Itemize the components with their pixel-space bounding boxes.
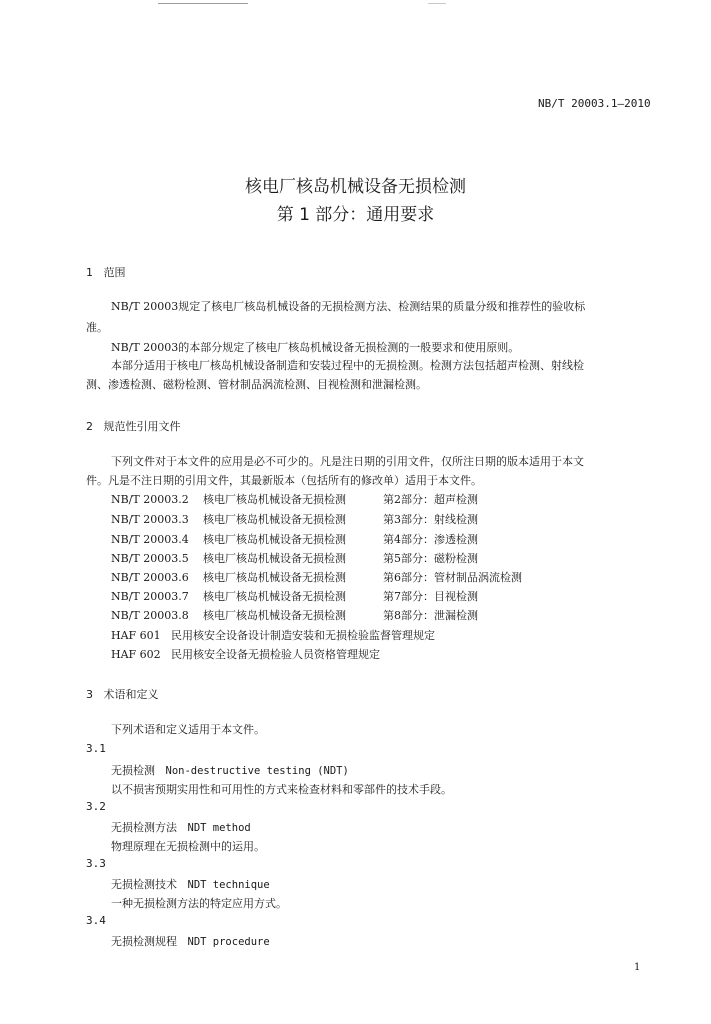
reference-part: 第6部分：管材制品涡流检测	[383, 571, 522, 584]
reference-code: NB/T 20003.5	[111, 552, 189, 565]
reference-code: NB/T 20003.6	[111, 571, 189, 584]
term-number: 3.4	[86, 914, 106, 927]
reference-code: NB/T 20003.4	[111, 533, 189, 546]
term-number: 3.1	[86, 742, 106, 755]
reference-code: NB/T 20003.7	[111, 590, 189, 603]
reference-item	[111, 531, 478, 547]
term-english: Non-destructive testing (NDT)	[165, 765, 349, 777]
paragraph-line: 本部分适用于核电厂核岛机械设备制造和安装过程中的无损检测。检测方法包括超声检测、射线检	[111, 359, 584, 372]
section-title: 术语和定义	[103, 688, 159, 701]
section-number: 2	[86, 420, 93, 433]
reference-name: 核电厂核岛机械设备无损检测	[203, 609, 346, 622]
term-number: 3.2	[86, 800, 106, 813]
reference-name: 民用核安全设备无损检验人员资格管理规定	[171, 648, 380, 661]
reference-code: NB/T 20003.8	[111, 609, 189, 622]
standard-code: NB/T 20003.1—2010	[538, 97, 651, 110]
reference-item	[111, 607, 478, 623]
reference-code: NB/T 20003.2	[111, 493, 189, 506]
term-definition: 一种无损检测方法的特定应用方式。	[111, 897, 287, 910]
document-subtitle: 第 1 部分：通用要求	[276, 205, 435, 225]
term-entry	[111, 933, 270, 949]
paragraph-line: 下列术语和定义适用于本文件。	[111, 723, 265, 736]
reference-code: HAF 601	[111, 629, 161, 642]
term-chinese: 无损检测方法	[111, 821, 177, 834]
term-english: NDT procedure	[187, 936, 270, 948]
term-chinese: 无损检测技术	[111, 878, 177, 891]
reference-part: 第4部分：渗透检测	[383, 533, 478, 546]
scan-artifact-line	[428, 3, 446, 4]
section-number: 1	[86, 266, 93, 279]
page-number: 1	[634, 962, 641, 973]
reference-name: 核电厂核岛机械设备无损检测	[203, 493, 346, 506]
reference-part: 第5部分：磁粉检测	[383, 552, 478, 565]
paragraph-line: 测、渗透检测、磁粉检测、管材制品涡流检测、目视检测和泄漏检测。	[86, 378, 427, 391]
paragraph-line: NB/T 20003的本部分规定了核电厂核岛机械设备无损检测的一般要求和使用原则。	[111, 341, 520, 354]
term-entry	[111, 819, 251, 835]
term-number: 3.3	[86, 857, 106, 870]
paragraph-line: NB/T 20003规定了核电厂核岛机械设备的无损检测方法、检测结果的质量分级和推荐性的验收标	[111, 300, 586, 313]
reference-item	[111, 491, 478, 507]
reference-item	[111, 569, 522, 585]
term-entry	[111, 762, 349, 778]
term-definition: 以不损害预期实用性和可用性的方式来检查材料和零部件的技术手段。	[111, 783, 452, 796]
reference-part: 第2部分：超声检测	[383, 493, 478, 506]
term-definition: 物理原理在无损检测中的运用。	[111, 840, 265, 853]
reference-code: HAF 602	[111, 648, 161, 661]
reference-name: 核电厂核岛机械设备无损检测	[203, 513, 346, 526]
reference-name: 核电厂核岛机械设备无损检测	[203, 590, 346, 603]
paragraph-line: 件。凡是不注日期的引用文件，其最新版本（包括所有的修改单）适用于本文件。	[86, 474, 482, 487]
reference-item	[111, 511, 478, 527]
section-title: 规范性引用文件	[103, 420, 181, 433]
document-title: 核电厂核岛机械设备无损检测	[245, 177, 466, 197]
reference-name: 核电厂核岛机械设备无损检测	[203, 571, 346, 584]
section-heading	[86, 418, 181, 434]
term-chinese: 无损检测规程	[111, 935, 177, 948]
reference-name: 核电厂核岛机械设备无损检测	[203, 552, 346, 565]
term-chinese: 无损检测	[111, 764, 155, 777]
paragraph-line: 下列文件对于本文件的应用是必不可少的。凡是注日期的引用文件，仅所注日期的版本适用于本文	[111, 455, 584, 468]
reference-part: 第8部分：泄漏检测	[383, 609, 478, 622]
term-entry	[111, 876, 270, 892]
reference-part: 第7部分：目视检测	[383, 590, 478, 603]
reference-code: NB/T 20003.3	[111, 513, 189, 526]
reference-name: 民用核安全设备设计制造安装和无损检验监督管理规定	[171, 629, 435, 642]
section-number: 3	[86, 688, 93, 701]
term-english: NDT technique	[187, 879, 270, 891]
reference-item	[111, 627, 435, 643]
reference-item	[111, 646, 380, 662]
section-heading	[86, 686, 159, 702]
reference-part: 第3部分：射线检测	[383, 513, 478, 526]
section-title: 范围	[103, 266, 126, 279]
reference-item	[111, 550, 478, 566]
paragraph-line: 准。	[86, 321, 108, 334]
term-english: NDT method	[187, 822, 251, 834]
reference-item	[111, 588, 478, 604]
scan-artifact-line	[158, 3, 248, 4]
reference-name: 核电厂核岛机械设备无损检测	[203, 533, 346, 546]
section-heading	[86, 264, 126, 280]
